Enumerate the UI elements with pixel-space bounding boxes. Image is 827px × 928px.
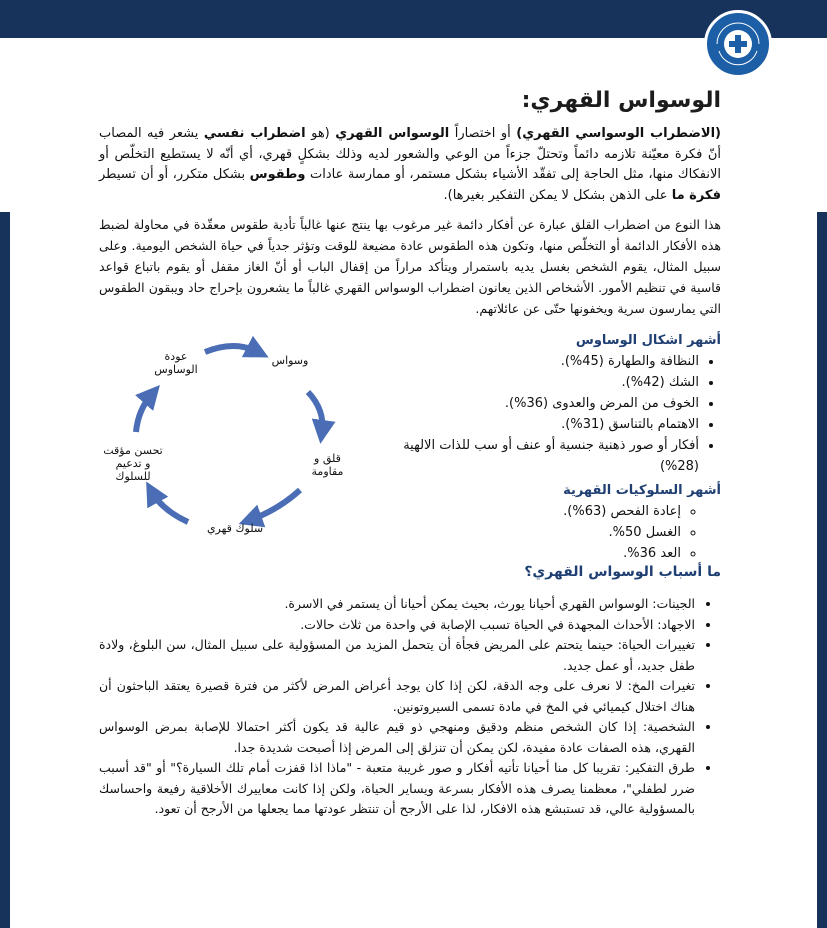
list-item: • تغييرات الحياة: حينما يتحتم على المريض فجأة أن يتحمل المزيد من المسؤولية على سبيل المثال، سن البلوغ، ولادة طفل جديد، أو عمل جديد. bbox=[99, 635, 695, 676]
causes-list bbox=[99, 594, 721, 820]
intro-text: يشعر فيه المصاب أنّ فكرة معيّنة تلازمه دائماً وتحتلّ جزءاً من الوعي والشعور لديه وذلك بشكلٍ قهري، أي أنّه لا يستطيع التخلّص أو الانفكاك منها، مثل الحاجة إلى تفقّد الأشياء بشكل مستمر، أو ممارسة عادات bbox=[99, 126, 721, 182]
cycle-label-relief: تحسن مؤقت و تدعيم للسلوك bbox=[103, 444, 163, 483]
intro-text: أو اختصاراً bbox=[449, 126, 517, 141]
causes-section bbox=[99, 594, 721, 820]
cycle-arrow bbox=[152, 492, 188, 522]
ocd-cycle-diagram bbox=[100, 330, 360, 550]
cycle-arrow bbox=[250, 490, 300, 520]
list-item: • الشخصية: إذا كان الشخص منظم ودقيق ومنهجي ذو قيم عالية قد يكون أكثر احتمالا للإصابة بمرض الوسواس القهري، هذه الصفات عادة مفيدة، لكن يمكن أن تنزلق إلى المرض إذا أصبحت شديدة جدا. bbox=[99, 717, 695, 758]
list-item: • الشك (42%). bbox=[401, 372, 699, 393]
cycle-arrows bbox=[100, 330, 360, 550]
list-item: • أفكار أو صور ذهنية جنسية أو عنف أو سب للذات الالهية (28%) bbox=[401, 435, 699, 477]
obsessions-list bbox=[401, 351, 721, 477]
intro-bold-term: وطقوس bbox=[249, 167, 306, 182]
cycle-arrow bbox=[136, 394, 152, 432]
list-item: • الخوف من المرض والعدوى (36%). bbox=[401, 393, 699, 414]
intro-text: بشكل متكرر، أو أن تسيطر bbox=[99, 167, 250, 182]
intro-bold-term: الوسواس القهري bbox=[335, 126, 450, 141]
list-item: ◦ العد 36%. bbox=[401, 543, 681, 564]
intro-paragraph bbox=[99, 124, 721, 206]
cycle-label-behavior: سلوك قهري bbox=[206, 522, 264, 535]
logo-emblem-icon bbox=[707, 13, 769, 75]
obsessions-section bbox=[401, 330, 721, 477]
intro-bold-term: فكرة ما bbox=[671, 187, 721, 203]
top-banner bbox=[0, 0, 827, 38]
intro-bold-term: اضطراب نفسي bbox=[203, 126, 306, 141]
list-item: ◦ الغسل 50%. bbox=[401, 522, 681, 543]
list-item: • النظافة والطهارة (45%). bbox=[401, 351, 699, 372]
compulsions-list bbox=[401, 501, 721, 564]
intro-text: (هو bbox=[305, 126, 336, 141]
causes-heading: ما أسباب الوسواس القهري؟ bbox=[524, 564, 721, 580]
list-item: • الاجهاد: الأحداث المجهدة في الحياة تسبب الإصابة في واحدة من ثلاث حالات. bbox=[99, 615, 695, 636]
compulsions-section bbox=[401, 480, 721, 564]
medecins-du-monde-logo bbox=[704, 10, 772, 78]
list-item: • طرق التفكير: تقريبا كل منا أحيانا تأتيه أفكار و صور غريبة متعبة - "ماذا اذا قفزت أمام تلك السيارة؟" أو "قد أسبب ضرر لطفلي"، معظمنا يصرف هذه الأفكار بسرعة ويساير الحياة، ولكن إذا كانت معاييرك الأخلاقية رفيعة واحساسك بالمسؤولية عالي، قد تستبشع هذه الافكار، لذا على الأرجح أن تنتظر عودتها مما يجعلها من الأرجح أن تعود. bbox=[99, 758, 695, 820]
page-title: الوسواس القهري: bbox=[521, 88, 721, 113]
list-item: • الجينات: الوسواس القهري أحيانا يورث، بحيث يمكن أحيانا أن يستمر في الاسرة. bbox=[99, 594, 695, 615]
list-item: • تغيرات المخ: لا نعرف على وجه الدقة، لكن إذا كان يوجد أعراض المرض لأكثر من فترة قصيرة يعتقد الباحثون أن هناك اختلال كيميائي في المخ في مادة تسمى السيروتونين. bbox=[99, 676, 695, 717]
cycle-arrow bbox=[308, 392, 322, 432]
left-border bbox=[0, 212, 10, 928]
cycle-label-obsession: وسواس bbox=[271, 354, 309, 367]
intro-text: على الذهن بشكل لا يمكن التفكير بغيرها). bbox=[443, 187, 672, 203]
intro-bold-term: (الاضطراب الوسواسي القهري) bbox=[516, 126, 721, 141]
right-border bbox=[817, 212, 827, 928]
obsessions-heading: أشهر اشكال الوساوس bbox=[575, 333, 721, 348]
cycle-label-return: عودة الوساوس bbox=[154, 350, 198, 376]
cycle-label-anxiety: قلق و مقاومة bbox=[311, 452, 344, 478]
compulsions-heading: أشهر السلوكيات القهرية bbox=[563, 483, 721, 498]
description-paragraph: هذا النوع من اضطراب القلق عبارة عن أفكار دائمة غير مرغوب بها ينتج عنها غالباً تأدية طقوس معقّدة في محاولة لضبط هذه الأفكار الدائمة أو التخلّص منها، وتكون هذه الطقوس عادة مضيعة للوقت وتؤثر جدياً في حياة الشخص اليومية. وعلى سبيل المثال، يقوم الشخص بغسل يديه باستمرار ويتأكد مراراً من إقفال الباب أو أنّ الغاز مقفل أو يقوم باتباع قواعد قاسية في تنظيم الأمور. الأشخاص الذين يعانون اضطراب الوسواس القهري غالباً ما يشعرون بإحراج حاد ويبقون الطقوس التي يمارسون سرية ويخفونها حتّى عن عائلاتهم. bbox=[99, 217, 721, 316]
cycle-arrow bbox=[205, 346, 258, 352]
list-item: ◦ إعادة الفحص (63%). bbox=[401, 501, 681, 522]
list-item: • الاهتمام بالتناسق (31%). bbox=[401, 414, 699, 435]
